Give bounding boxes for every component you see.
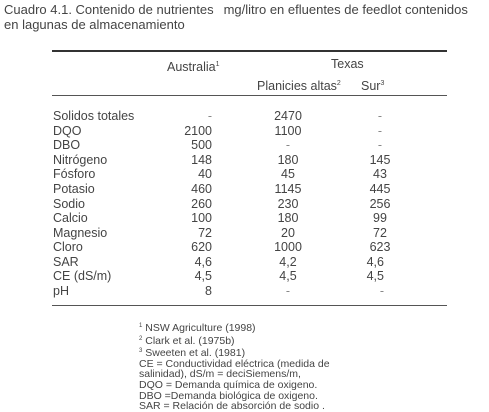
cell-australia: 4,5 bbox=[194, 269, 212, 283]
cell-planicies-altas: 1100 bbox=[274, 124, 302, 138]
header-texas: Texas bbox=[331, 57, 364, 71]
cell-sur: 445 bbox=[369, 182, 391, 196]
header-bottom-rule bbox=[52, 95, 447, 96]
cell-planicies-altas: 1145 bbox=[274, 182, 302, 196]
cell-australia: - bbox=[207, 109, 212, 123]
cell-planicies-altas: 230 bbox=[277, 197, 299, 211]
header-sur: Sur$^3$ bbox=[361, 79, 385, 93]
cell-australia: 500 bbox=[191, 138, 212, 152]
table-top-rule bbox=[52, 50, 447, 52]
table-row bbox=[0, 124, 489, 138]
cell-planicies-altas: 180 bbox=[277, 153, 299, 167]
cell-australia: 260 bbox=[191, 197, 212, 211]
table-row bbox=[0, 197, 489, 211]
footnote-line: $^1$ NSW Agriculture (1998) bbox=[139, 322, 256, 334]
table-row bbox=[0, 284, 489, 298]
row-label: DQO bbox=[53, 124, 82, 138]
header-planicies-altas: Planicies altas$^2$ bbox=[257, 79, 341, 93]
header-australia: Australia$^1$ bbox=[167, 60, 220, 74]
table-row bbox=[0, 138, 489, 152]
cell-australia: 40 bbox=[198, 167, 212, 181]
table-row bbox=[0, 167, 489, 181]
cell-planicies-altas: 1000 bbox=[274, 240, 302, 254]
cell-sur: 623 bbox=[369, 240, 391, 254]
row-label: Solidos totales bbox=[53, 109, 135, 123]
cell-australia: 4,6 bbox=[194, 255, 212, 269]
cell-australia: 2100 bbox=[184, 124, 212, 138]
cell-sur: 145 bbox=[369, 153, 391, 167]
caption-line2: en lagunas de almacenamiento bbox=[4, 17, 185, 32]
cell-australia: 8 bbox=[205, 284, 212, 298]
cell-planicies-altas: 45 bbox=[281, 167, 295, 181]
footnote-line: salinidad), dS/m = deciSiemens/m, bbox=[139, 368, 301, 381]
cell-australia: 72 bbox=[198, 226, 212, 240]
cell-sur: 99 bbox=[373, 211, 387, 225]
cell-planicies-altas: 2470 bbox=[274, 109, 302, 123]
table-bottom-rule bbox=[52, 305, 447, 306]
footnote-line: $^2$ Clark et al. (1975b) bbox=[139, 334, 235, 347]
row-label: DBO bbox=[53, 138, 81, 152]
cell-australia: 460 bbox=[191, 182, 212, 196]
cell-sur: 72 bbox=[373, 226, 387, 240]
row-label: Nitrógeno bbox=[53, 153, 108, 167]
row-label: Fósforo bbox=[53, 167, 96, 181]
cell-sur: 256 bbox=[369, 197, 391, 211]
cell-sur: 43 bbox=[373, 167, 387, 181]
caption-line1-a: Cuadro 4.1. Contenido de nutrientes bbox=[4, 2, 214, 17]
table-row bbox=[0, 226, 489, 240]
footnote-line: SAR = Relación de absorción de sodio . bbox=[139, 400, 325, 412]
cell-sur: - bbox=[379, 284, 384, 298]
footnote-line: $^3$ Sweeten et al. (1981) bbox=[139, 347, 246, 360]
cell-planicies-altas: 4,2 bbox=[279, 255, 297, 269]
row-label: Cloro bbox=[53, 240, 83, 254]
table-row bbox=[0, 109, 489, 123]
footnote-line: DBO =Demanda biológica de oxigeno. bbox=[139, 389, 318, 402]
cell-sur: - bbox=[377, 138, 383, 152]
row-label: SAR bbox=[53, 255, 79, 269]
row-label: Calcio bbox=[53, 211, 88, 225]
cell-australia: 620 bbox=[191, 240, 212, 254]
footnote-line: CE = Conductividad eléctrica (medida de bbox=[139, 357, 330, 370]
cell-planicies-altas: 4,5 bbox=[279, 269, 297, 283]
table-row bbox=[0, 255, 489, 269]
row-label: pH bbox=[53, 284, 69, 298]
caption-line1-b: mg/litro en efluentes de feedlot contenidos bbox=[223, 2, 468, 17]
cell-australia: 100 bbox=[191, 211, 212, 225]
footnote-line: DQO = Demanda química de oxigeno. bbox=[139, 378, 318, 391]
table-caption bbox=[4, 2, 486, 32]
table-row bbox=[0, 269, 489, 283]
cell-australia: 148 bbox=[191, 153, 212, 167]
cell-sur: 4,6 bbox=[366, 255, 384, 269]
row-label: CE (dS/m) bbox=[53, 269, 112, 283]
cell-planicies-altas: 180 bbox=[277, 211, 299, 225]
row-label: Potasio bbox=[53, 182, 95, 196]
footnotes bbox=[139, 321, 330, 412]
row-label: Magnesio bbox=[53, 226, 108, 240]
cell-planicies-altas: - bbox=[285, 138, 291, 152]
cell-sur: - bbox=[377, 124, 383, 138]
cell-sur: - bbox=[377, 109, 383, 123]
table-row bbox=[0, 182, 489, 196]
table-row bbox=[0, 211, 489, 225]
row-label: Sodio bbox=[53, 197, 85, 211]
cell-sur: 4,5 bbox=[366, 269, 384, 283]
cell-planicies-altas: - bbox=[285, 284, 291, 298]
table-row bbox=[0, 240, 489, 254]
table-row bbox=[0, 153, 489, 167]
cell-planicies-altas: 20 bbox=[281, 226, 295, 240]
